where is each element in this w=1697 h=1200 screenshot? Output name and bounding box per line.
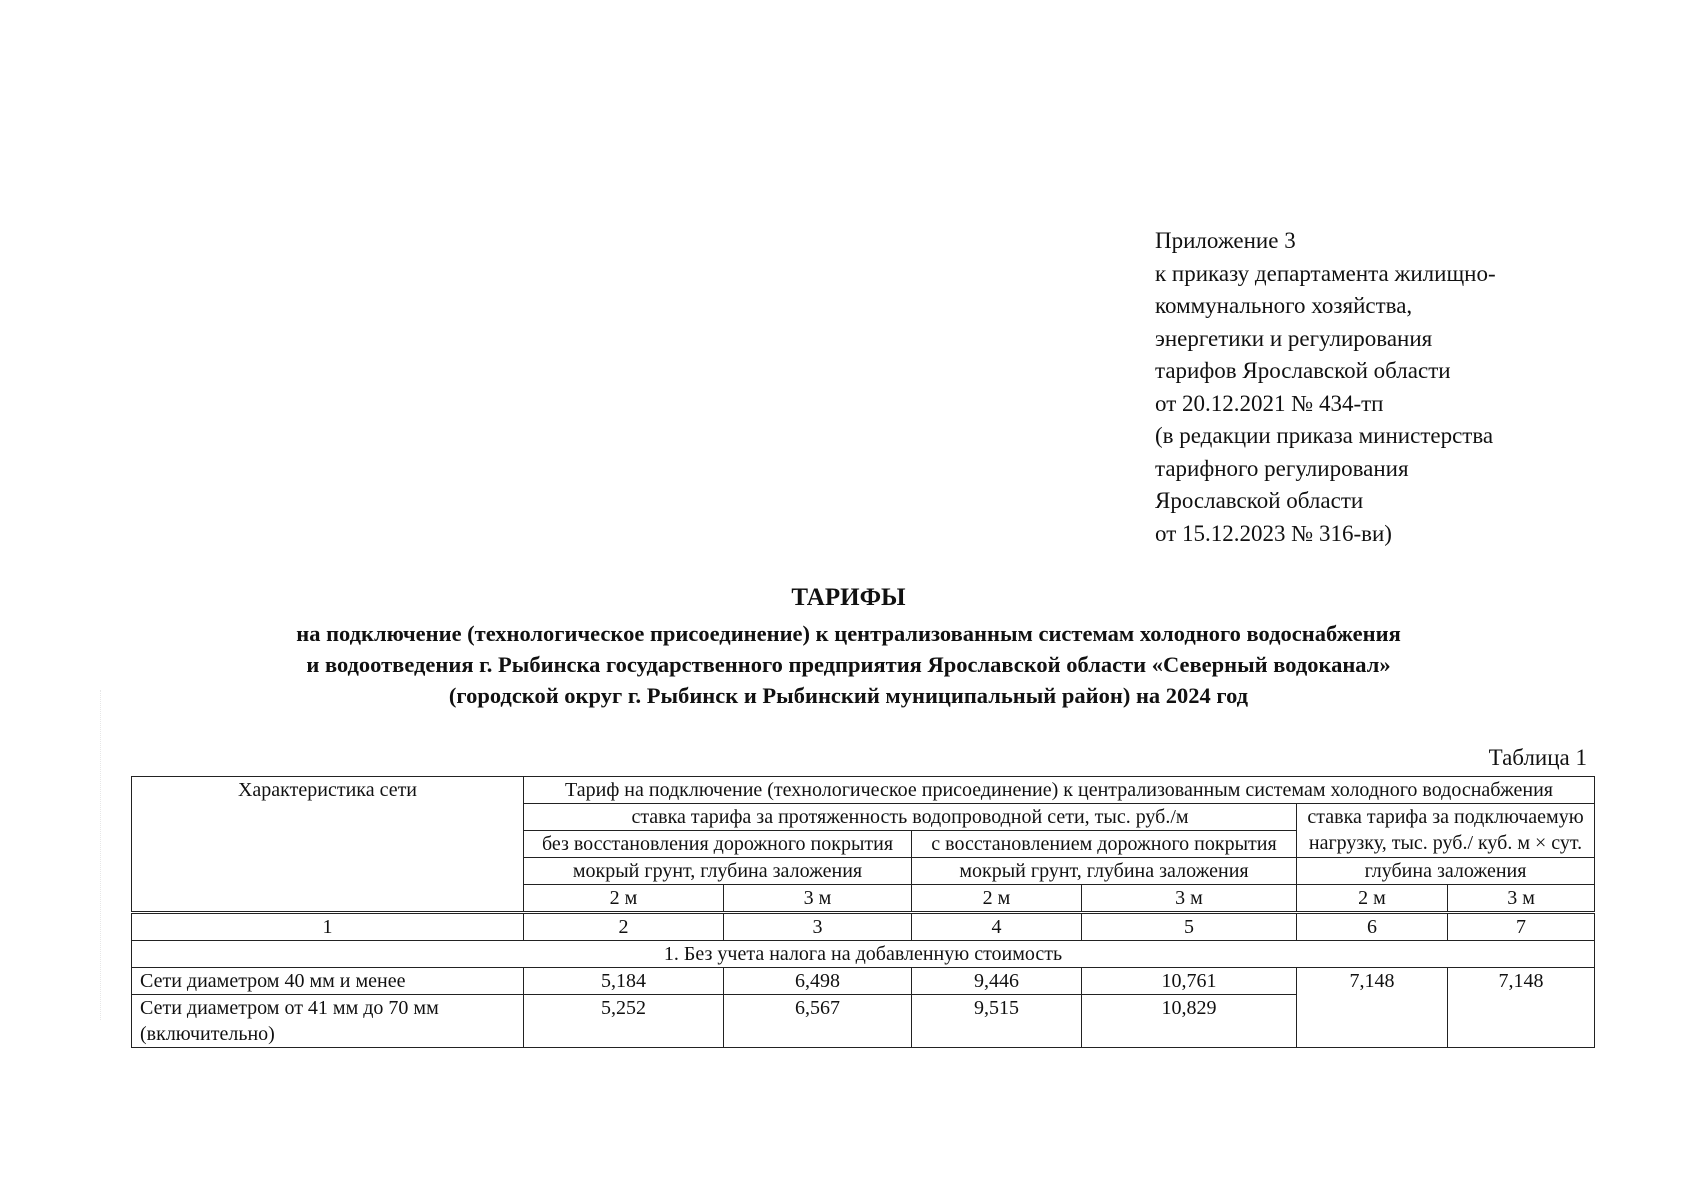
column-number: 3: [724, 913, 912, 941]
column-number-row: [132, 913, 1595, 941]
title-line: на подключение (технологическое присоединение) к централизованным системам холодного водоснабжения: [296, 621, 1401, 646]
depth-cell: 2 м: [1297, 885, 1448, 913]
depth-cell: 3 м: [1448, 885, 1595, 913]
title-line: и водоотведения г. Рыбинска государственного предприятия Ярославской области «Северный водоканал»: [306, 652, 1391, 677]
row-label: Сети диаметром от 41 мм до 70 мм (включительно): [132, 995, 524, 1048]
section-row: [132, 941, 1595, 968]
value-cell: 6,498: [724, 968, 912, 995]
table-label: Таблица 1: [1488, 745, 1587, 770]
column-number: 2: [524, 913, 724, 941]
title-line: (городской округ г. Рыбинск и Рыбинский муниципальный район) на 2024 год: [448, 683, 1249, 708]
value-cell: 9,446: [912, 968, 1082, 995]
header-load-rate: ставка тарифа за подключаемую нагрузку, тыс. руб./ куб. м × сут.: [1297, 804, 1595, 858]
appendix-line: тарифного регулирования: [1155, 455, 1409, 481]
appendix-line: Приложение 3: [1155, 228, 1296, 253]
column-number: 7: [1448, 913, 1595, 941]
header-length-rate: ставка тарифа за протяженность водопроводной сети, тыс. руб./м: [524, 804, 1297, 831]
header-tariff: Тариф на подключение (технологическое присоединение) к централизованным системам холодного водоснабжения: [524, 777, 1595, 804]
section-title: 1. Без учета налога на добавленную стоимость: [132, 941, 1595, 968]
appendix-line: энергетики и регулирования: [1155, 325, 1433, 351]
tariff-table: [131, 776, 1595, 1048]
appendix-line: от 15.12.2023 № 316-ви): [1155, 520, 1392, 546]
appendix-note: [1155, 225, 1496, 550]
value-cell: 5,184: [524, 968, 724, 995]
value-cell: 10,829: [1082, 995, 1297, 1048]
depth-cell: 3 м: [724, 885, 912, 913]
value-cell: 10,761: [1082, 968, 1297, 995]
table-row: [132, 968, 1595, 995]
value-cell: 5,252: [524, 995, 724, 1048]
header-wet-depth: мокрый грунт, глубина заложения: [524, 858, 912, 885]
column-number: 4: [912, 913, 1082, 941]
document-title: [0, 578, 1697, 711]
column-number: 6: [1297, 913, 1448, 941]
value-cell: 9,515: [912, 995, 1082, 1048]
title-main: ТАРИФЫ: [791, 584, 906, 611]
column-number: 1: [132, 913, 524, 941]
header-depth: глубина заложения: [1297, 858, 1595, 885]
header-no-restore: без восстановления дорожного покрытия: [524, 831, 912, 858]
appendix-line: от 20.12.2021 № 434-тп: [1155, 390, 1384, 416]
appendix-line: тарифов Ярославской области: [1155, 358, 1451, 383]
load-value-cell: 7,148: [1448, 968, 1595, 1048]
header-restore: с восстановлением дорожного покрытия: [912, 831, 1297, 858]
header-row: [132, 777, 1595, 804]
appendix-line: (в редакции приказа министерства: [1155, 423, 1494, 448]
header-wet-depth: мокрый грунт, глубина заложения: [912, 858, 1297, 885]
load-value-cell: 7,148: [1297, 968, 1448, 1048]
appendix-line: к приказу департамента жилищно-: [1155, 260, 1496, 286]
appendix-line: коммунального хозяйства,: [1155, 293, 1413, 318]
value-cell: 6,567: [724, 995, 912, 1048]
appendix-line: Ярославской области: [1155, 488, 1364, 513]
row-label: Сети диаметром 40 мм и менее: [132, 968, 524, 995]
depth-cell: 2 м: [524, 885, 724, 913]
column-number: 5: [1082, 913, 1297, 941]
header-characteristic: Характеристика сети: [132, 777, 524, 913]
depth-cell: 3 м: [1082, 885, 1297, 913]
depth-cell: 2 м: [912, 885, 1082, 913]
